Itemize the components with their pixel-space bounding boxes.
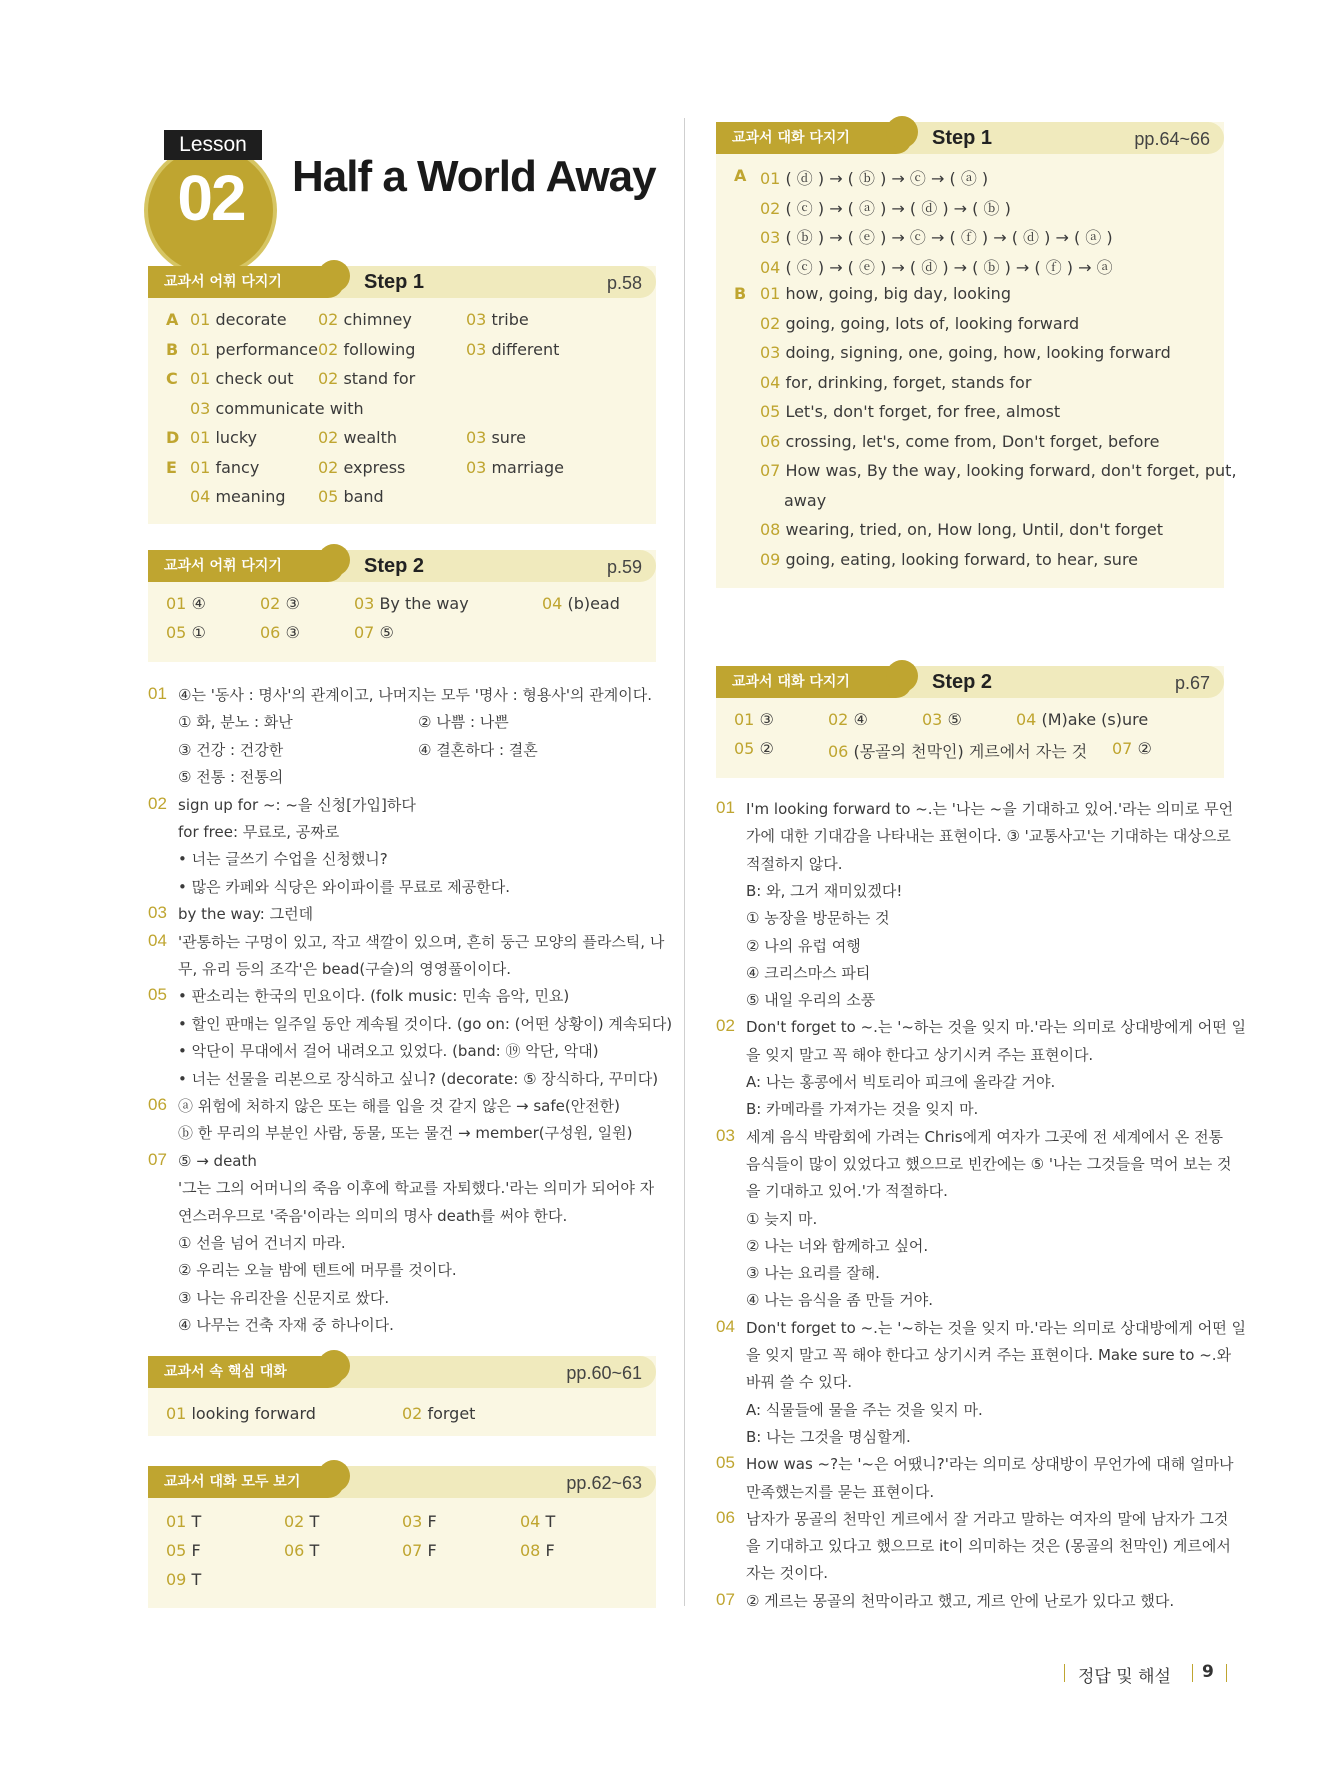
answer-item: 01 looking forward xyxy=(166,1404,316,1423)
row-label: B xyxy=(734,284,747,303)
explanation-line: 을 기대하고 있어.'가 적절하다. xyxy=(746,1182,948,1201)
lesson-label: Lesson xyxy=(164,130,262,160)
explanation-line: ① 농장을 방문하는 것 xyxy=(746,909,890,928)
answer-item: 01 check out xyxy=(190,369,294,388)
question-number: 03 xyxy=(716,1125,735,1145)
answer-item: 01 performance xyxy=(190,339,318,359)
lesson-title: Half a World Away xyxy=(292,152,656,201)
section-header xyxy=(716,666,1224,698)
section-tab: 교과서 대화 모두 보기 xyxy=(148,1466,344,1498)
explanation-line: How was ~?는 '~은 어땠니?'라는 의미로 상대방이 무언가에 대해 얼마나 xyxy=(746,1455,1234,1474)
answer-item: 02 stand for xyxy=(318,369,416,388)
explanation-line: ④ 나는 음식을 좀 만들 거야. xyxy=(746,1291,933,1310)
answer-item: 08 F xyxy=(520,1541,555,1560)
step-title: Step 2 xyxy=(932,671,993,693)
page-ref: p.58 xyxy=(606,273,642,293)
answer-item: 02 chimney xyxy=(318,310,412,329)
explanation-line: 음식들이 많이 있었다고 했으므로 빈칸에는 ⑤ '나는 그것들을 먹어 보는 것 xyxy=(746,1154,1232,1173)
explanation-line: A: 식물들에 물을 주는 것을 잊지 마. xyxy=(746,1400,983,1419)
answer-item: 03 marriage xyxy=(466,457,564,477)
answer-item: 04 meaning xyxy=(190,487,286,506)
explanation-line: B: 와, 그거 재미있겠다! xyxy=(746,881,903,900)
answer-item: 07 ② xyxy=(1112,739,1152,758)
answer-item: 05 band xyxy=(318,487,384,506)
footer-separator xyxy=(1192,1664,1193,1682)
footer-separator xyxy=(1064,1664,1065,1682)
page-ref: pp.62~63 xyxy=(566,1473,642,1493)
answer-item: 01 decorate xyxy=(190,310,287,329)
answer-item: 04 T xyxy=(520,1512,556,1531)
explanation-line: '그는 그의 어머니의 죽음 이후에 학교를 자퇴했다.'라는 의미가 되어야 자 xyxy=(178,1179,655,1198)
answer-item: 01 T xyxy=(166,1512,202,1531)
answer-item: 03 ⑤ xyxy=(922,710,962,729)
question-number: 01 xyxy=(148,684,167,703)
explanation-line: 만족했는지를 묻는 표현이다. xyxy=(746,1482,935,1501)
answer-item: 01 ③ xyxy=(734,710,774,729)
answer-item: 03 By the way xyxy=(354,594,469,613)
section-header xyxy=(148,266,656,298)
explanation-line: 적절하지 않다. xyxy=(746,854,843,873)
explanation-line: ② 나는 너와 함께하고 싶어. xyxy=(746,1236,929,1255)
answer-item: 05 ② xyxy=(734,739,774,758)
question-number: 06 xyxy=(716,1507,735,1527)
step-title: Step 1 xyxy=(932,127,993,149)
column-divider xyxy=(684,118,685,1606)
page-number: 9 xyxy=(1202,1662,1214,1682)
explanation-line: 남자가 몽골의 천막인 게르에서 잘 거라고 말하는 여자의 말에 남자가 그것 xyxy=(746,1509,1229,1528)
answer-item: 02 following xyxy=(318,339,416,359)
footer-separator xyxy=(1226,1664,1227,1682)
answer-item: 09 T xyxy=(166,1570,202,1589)
footer-label: 정답 및 해설 xyxy=(1078,1667,1171,1687)
dialog-step1-box xyxy=(716,122,1237,588)
explanation-line: B: 나는 그것을 명심할게. xyxy=(746,1427,911,1446)
explanation-line: 바꿔 쓸 수 있다. xyxy=(746,1373,853,1392)
explanation-line: ④ 나무는 건축 자재 중 하나이다. xyxy=(178,1316,394,1335)
explanation-line: ② 나쁨 : 나쁜 xyxy=(418,713,509,732)
explanation-line: 가에 대한 기대감을 나타내는 표현이다. ③ '교통사고'는 기대하는 대상으로 xyxy=(746,827,1231,846)
explanation-line: ② 게르는 몽골의 천막이라고 했고, 게르 안에 난로가 있다고 했다. xyxy=(746,1591,1175,1610)
explanation-line: 을 기대하고 있다고 했으므로 it이 의미하는 것은 (몽골의 천막인) 게르에서 xyxy=(746,1537,1231,1556)
row-label: C xyxy=(166,369,178,388)
explanation-line: A: 나는 홍콩에서 빅토리아 피크에 올라갈 거야. xyxy=(746,1073,1056,1091)
all-dialog-box xyxy=(148,1466,656,1608)
question-number: 04 xyxy=(148,930,167,950)
explanation-line: ② 나의 유럽 여행 xyxy=(746,936,861,955)
answer-item: 07 How was, By the way, looking forward, don't forget, put, xyxy=(760,461,1237,480)
answer-item: 03 ( ⓑ ) → ( ⓔ ) → ⓒ → ( ⓕ ) → ( ⓓ ) → ( ⓐ ) xyxy=(760,228,1113,247)
question-number: 07 xyxy=(148,1149,167,1169)
explanation-line: ⑤ 전통 : 전통의 xyxy=(178,768,284,787)
answer-item: 04 ( ⓒ ) → ( ⓔ ) → ( ⓓ ) → ( ⓑ ) → ( ⓕ ) → ⓐ xyxy=(760,257,1113,277)
answer-item: 02 ④ xyxy=(828,710,868,729)
question-number: 02 xyxy=(148,793,167,813)
answer-item: 03 communicate with xyxy=(190,398,364,418)
question-number: 05 xyxy=(148,985,167,1005)
answer-item: 03 tribe xyxy=(466,310,529,329)
answer-item: 07 ⑤ xyxy=(354,623,394,642)
explanation-line: ⑤ → death xyxy=(178,1151,257,1170)
step-title: Step 1 xyxy=(364,271,425,293)
explanation-line: ③ 나는 요리를 잘해. xyxy=(746,1264,880,1283)
question-number: 02 xyxy=(716,1016,735,1036)
answer-item: 03 sure xyxy=(466,428,526,447)
question-number: 04 xyxy=(716,1316,735,1336)
page-ref: p.67 xyxy=(1174,673,1210,693)
explanation-line: 을 잊지 말고 꼭 해야 한다고 상기시켜 주는 표현이다. xyxy=(746,1045,1094,1064)
explanation-line: 무, 유리 등의 조각'은 bead(구슬)의 영영풀이이다. xyxy=(178,960,511,978)
answer-item: 02 express xyxy=(318,457,406,477)
explanation-line: 자는 것이다. xyxy=(746,1564,828,1583)
section-header xyxy=(716,122,1224,154)
section-tab: 교과서 어휘 다지기 xyxy=(148,550,344,582)
explanation-line: I'm looking forward to ~.는 '나는 ~을 기대하고 있어.'라는 의미로 무언 xyxy=(746,800,1234,818)
page-ref: p.59 xyxy=(606,557,642,577)
explanation-line: ① 화, 분노 : 화난 xyxy=(178,713,293,732)
answer-item: 02 forget xyxy=(402,1404,476,1423)
explanation-line: • 너는 선물을 리본으로 장식하고 싶니? (decorate: ⑤ 장식하다, 꾸미다) xyxy=(178,1069,659,1088)
question-number: 05 xyxy=(716,1453,735,1473)
answer-item: 05 Let's, don't forget, for free, almost xyxy=(760,402,1061,421)
explanation-line: ④ 결혼하다 : 결혼 xyxy=(418,740,538,759)
section-header xyxy=(148,1356,656,1388)
explanation-line: ⓑ 한 무리의 부분인 사람, 동물, 또는 물건 → member(구성원, 일원) xyxy=(178,1124,633,1143)
section-tab: 교과서 속 핵심 대화 xyxy=(148,1356,344,1388)
explanation-line: '관통하는 구멍이 있고, 작고 색깔이 있으며, 흔히 둥근 모양의 플라스틱, 나 xyxy=(178,932,665,951)
answer-item: 03 F xyxy=(402,1512,437,1531)
question-number: 06 xyxy=(148,1095,167,1114)
answer-item: 06 ③ xyxy=(260,623,300,642)
page-ref: pp.60~61 xyxy=(566,1363,642,1383)
answer-item: away xyxy=(784,490,827,510)
explanation-line: • 악단이 무대에서 걸어 내려오고 있었다. (band: ⑲ 악단, 악대) xyxy=(178,1042,599,1061)
answer-item: 03 doing, signing, one, going, how, looking forward xyxy=(760,343,1171,362)
explanation-line: 을 잊지 말고 꼭 해야 한다고 상기시켜 주는 표현이다. Make sure to ~.와 xyxy=(746,1346,1232,1364)
answer-item: 07 F xyxy=(402,1541,437,1560)
explanation-line: ③ 나는 유리잔을 신문지로 쌌다. xyxy=(178,1288,390,1307)
section-header xyxy=(148,550,656,582)
explanation-line: 세계 음식 박람회에 가려는 Chris에게 여자가 그곳에 전 세계에서 온 전통 xyxy=(746,1127,1224,1146)
vocab-step2-box xyxy=(148,550,656,662)
row-label: A xyxy=(734,166,747,185)
section-tab: 교과서 어휘 다지기 xyxy=(148,266,344,298)
section-tab: 교과서 대화 다지기 xyxy=(716,122,912,154)
answer-item: 01 fancy xyxy=(190,457,260,477)
answer-item: 02 ( ⓒ ) → ( ⓐ ) → ( ⓓ ) → ( ⓑ ) xyxy=(760,198,1011,218)
question-number: 01 xyxy=(716,798,735,817)
answer-item: 01 ( ⓓ ) → ( ⓑ ) → ⓒ → ( ⓐ ) xyxy=(760,169,989,188)
answer-item: 02 going, going, lots of, looking forward xyxy=(760,313,1080,333)
answer-item: 09 going, eating, looking forward, to hear, sure xyxy=(760,549,1139,569)
answer-item: 04 (b)ead xyxy=(542,594,620,613)
row-label: B xyxy=(166,339,179,359)
row-label: E xyxy=(166,457,177,477)
explanation-line: by the way: 그런데 xyxy=(178,905,314,924)
explanation-line: ④는 '동사 : 명사'의 관계이고, 나머지는 모두 '명사 : 형용사'의 관계이다. xyxy=(178,686,653,704)
explanation-line: sign up for ~: ~을 신청[가입]하다 xyxy=(178,795,416,814)
explanation-line: • 많은 카페와 식당은 와이파이를 무료로 제공한다. xyxy=(178,877,511,896)
explanation-line: Don't forget to ~.는 '~하는 것을 잊지 마.'라는 의미로 상대방에게 어떤 일 xyxy=(746,1318,1246,1337)
explanation-line: • 너는 글쓰기 수업을 신청했니? xyxy=(178,850,388,869)
answer-item: 04 (M)ake (s)ure xyxy=(1016,710,1149,729)
answer-item: 01 how, going, big day, looking xyxy=(760,284,1011,303)
answer-item: 03 different xyxy=(466,339,560,359)
explanation-line: 연스러우므로 '죽음'이라는 의미의 명사 death를 써야 한다. xyxy=(178,1206,568,1225)
row-label: D xyxy=(166,428,180,447)
explanation-line: ① 선을 넘어 건너지 마라. xyxy=(178,1234,346,1252)
step-title: Step 2 xyxy=(364,555,425,577)
row-label: A xyxy=(166,310,179,329)
explanation-line: • 할인 판매는 일주일 동안 계속될 것이다. (go on: (어떤 상황이) 계속되다) xyxy=(178,1014,673,1033)
answer-item: 01 ④ xyxy=(166,594,206,613)
answer-item: 06 T xyxy=(284,1541,320,1560)
answer-item: 08 wearing, tried, on, How long, Until, don't forget xyxy=(760,520,1163,539)
explanation-line: ⓐ 위험에 처하지 않은 또는 해를 입을 것 같지 않은 → safe(안전한) xyxy=(178,1097,621,1115)
answer-item: 05 F xyxy=(166,1541,201,1560)
explanation-line: ⑤ 내일 우리의 소풍 xyxy=(746,991,876,1010)
dialog-step2-box xyxy=(716,666,1224,778)
answer-item: 02 ③ xyxy=(260,594,300,613)
answer-item: 06 (몽골의 천막인) 게르에서 자는 것 xyxy=(828,742,1088,761)
answer-item: 02 T xyxy=(284,1512,320,1531)
explanation-line: ③ 건강 : 건강한 xyxy=(178,740,284,759)
explanation-line: Don't forget to ~.는 '~하는 것을 잊지 마.'라는 의미로 상대방에게 어떤 일 xyxy=(746,1018,1246,1037)
answer-item: 04 for, drinking, forget, stands for xyxy=(760,372,1032,392)
explanation-line: B: 카메라를 가져가는 것을 잊지 마. xyxy=(746,1100,979,1119)
question-number: 07 xyxy=(716,1589,735,1609)
explanation-line: ④ 크리스마스 파티 xyxy=(746,963,871,982)
explanation-line: for free: 무료로, 공짜로 xyxy=(178,823,340,841)
vocab-step1-box xyxy=(148,266,656,524)
question-number: 03 xyxy=(148,903,167,923)
core-dialog-box xyxy=(148,1356,656,1436)
explanation-line: ① 늦지 마. xyxy=(746,1209,818,1228)
section-tab: 교과서 대화 다지기 xyxy=(716,666,912,698)
section-header xyxy=(148,1466,656,1498)
lesson-number: 02 xyxy=(177,162,245,234)
explanation-line: • 판소리는 한국의 민요이다. (folk music: 민속 음악, 민요) xyxy=(178,987,570,1006)
answer-item: 02 wealth xyxy=(318,428,398,447)
page-ref: pp.64~66 xyxy=(1134,129,1210,149)
answer-item: 05 ① xyxy=(166,623,206,642)
answer-item: 01 lucky xyxy=(190,428,257,447)
answer-item: 06 crossing, let's, come from, Don't forget, before xyxy=(760,431,1160,451)
explanation-line: ② 우리는 오늘 밤에 텐트에 머무를 것이다. xyxy=(178,1261,457,1280)
